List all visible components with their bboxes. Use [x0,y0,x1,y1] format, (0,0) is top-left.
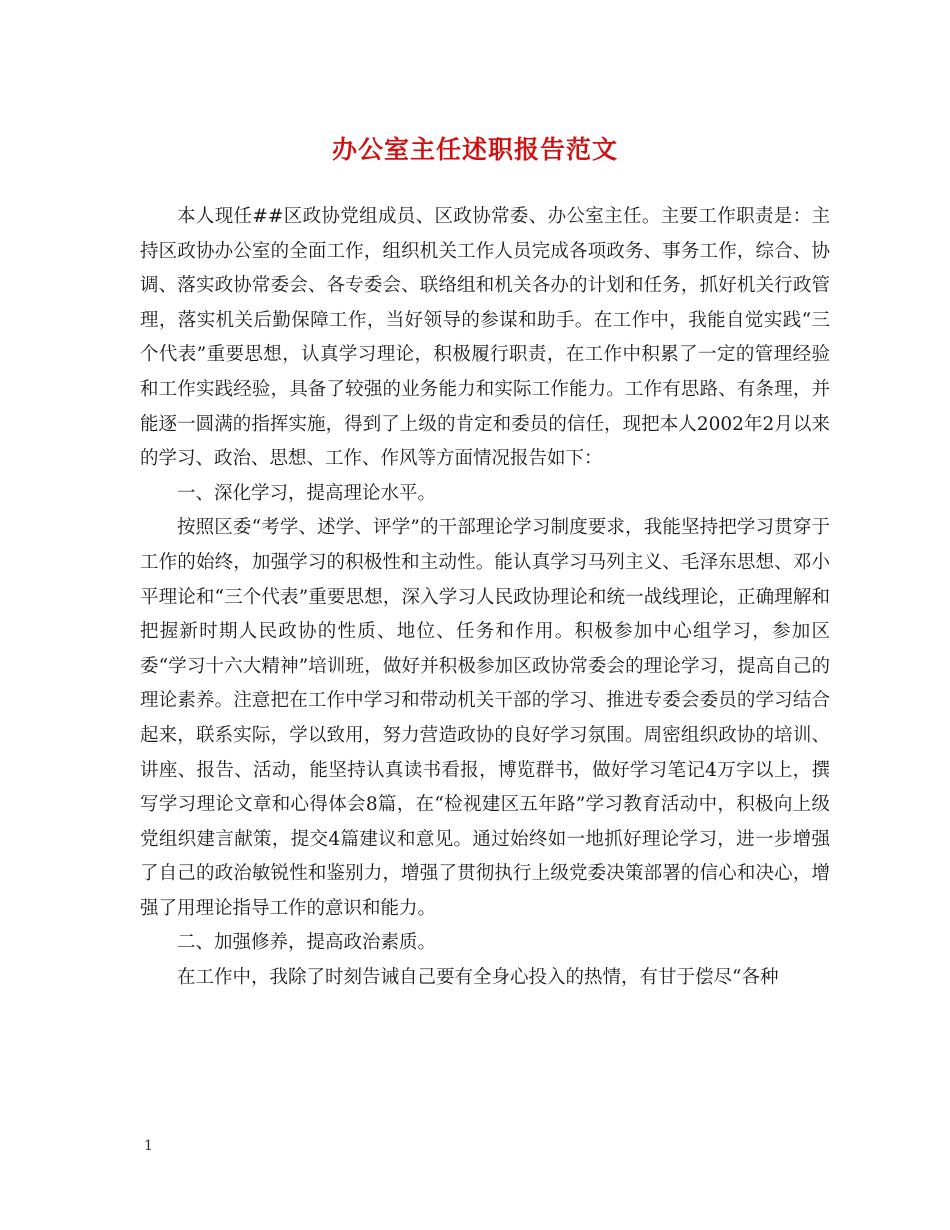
page-number: 1 [144,1138,153,1154]
paragraph-section-1: 按照区委“考学、述学、评学”的干部理论学习制度要求，我能坚持把学习贯穿于工作的始终，加强学习的积极性和主动性。能认真学习马列主义、毛泽东思想、邓小平理论和“三个代表”重要思想，深入学习人民政协理论和统一战线理论，正确理解和把握新时期人民政协的性质、地位、任务和作用。积极参加中心组学习，参加区委“学习十六大精神”培训班，做好并积极参加区政协常委会的理论学习，提高自己的理论素养。注意把在工作中学习和带动机关干部的学习、推进专委会委员的学习结合起来，联系实际，学以致用，努力营造政协的良好学习氛围。周密组织政协的培训、讲座、报告、活动，能坚持认真读书看报，博览群书，做好学习笔记4万字以上，撰写学习理论文章和心得体会8篇，在“检视建区五年路”学习教育活动中，积极向上级党组织建言献策，提交4篇建议和意见。通过始终如一地抓好理论学习，进一步增强了自己的政治敏锐性和鉴别力，增强了贯彻执行上级党委决策部署的信心和决心，增强了用理论指导工作的意识和能力。 [140,517,830,919]
section-heading-2: 二、加强修养，提高政治素质。 [177,932,437,954]
paragraph-section-2: 在工作中，我除了时刻告诫自己要有全身心投入的热情，有甘于偿尽“各种 [177,967,779,989]
paragraph-intro: 本人现任##区政协党组成员、区政协常委、办公室主任。主要工作职责是：主持区政协办公室的全面工作，组织机关工作人员完成各项政务、事务工作，综合、协调、落实政协常委会、各专委会、联络组和机关各办的计划和任务，抓好机关行政管理，落实机关后勤保障工作，当好领导的参谋和助手。在工作中，我能自觉实践“三个代表”重要思想，认真学习理论，积极履行职责，在工作中积累了一定的管理经验和工作实践经验，具备了较强的业务能力和实际工作能力。工作有思路、有条理，并能逐一圆满的指挥实施，得到了上级的肯定和委员的信任，现把本人2002年2月以来的学习、政治、思想、工作、作风等方面情况报告如下： [140,206,830,470]
section-heading-1: 一、深化学习，提高理论水平。 [177,482,437,504]
document-title: 办公室主任述职报告范文 [331,135,618,164]
document-body [140,200,830,996]
